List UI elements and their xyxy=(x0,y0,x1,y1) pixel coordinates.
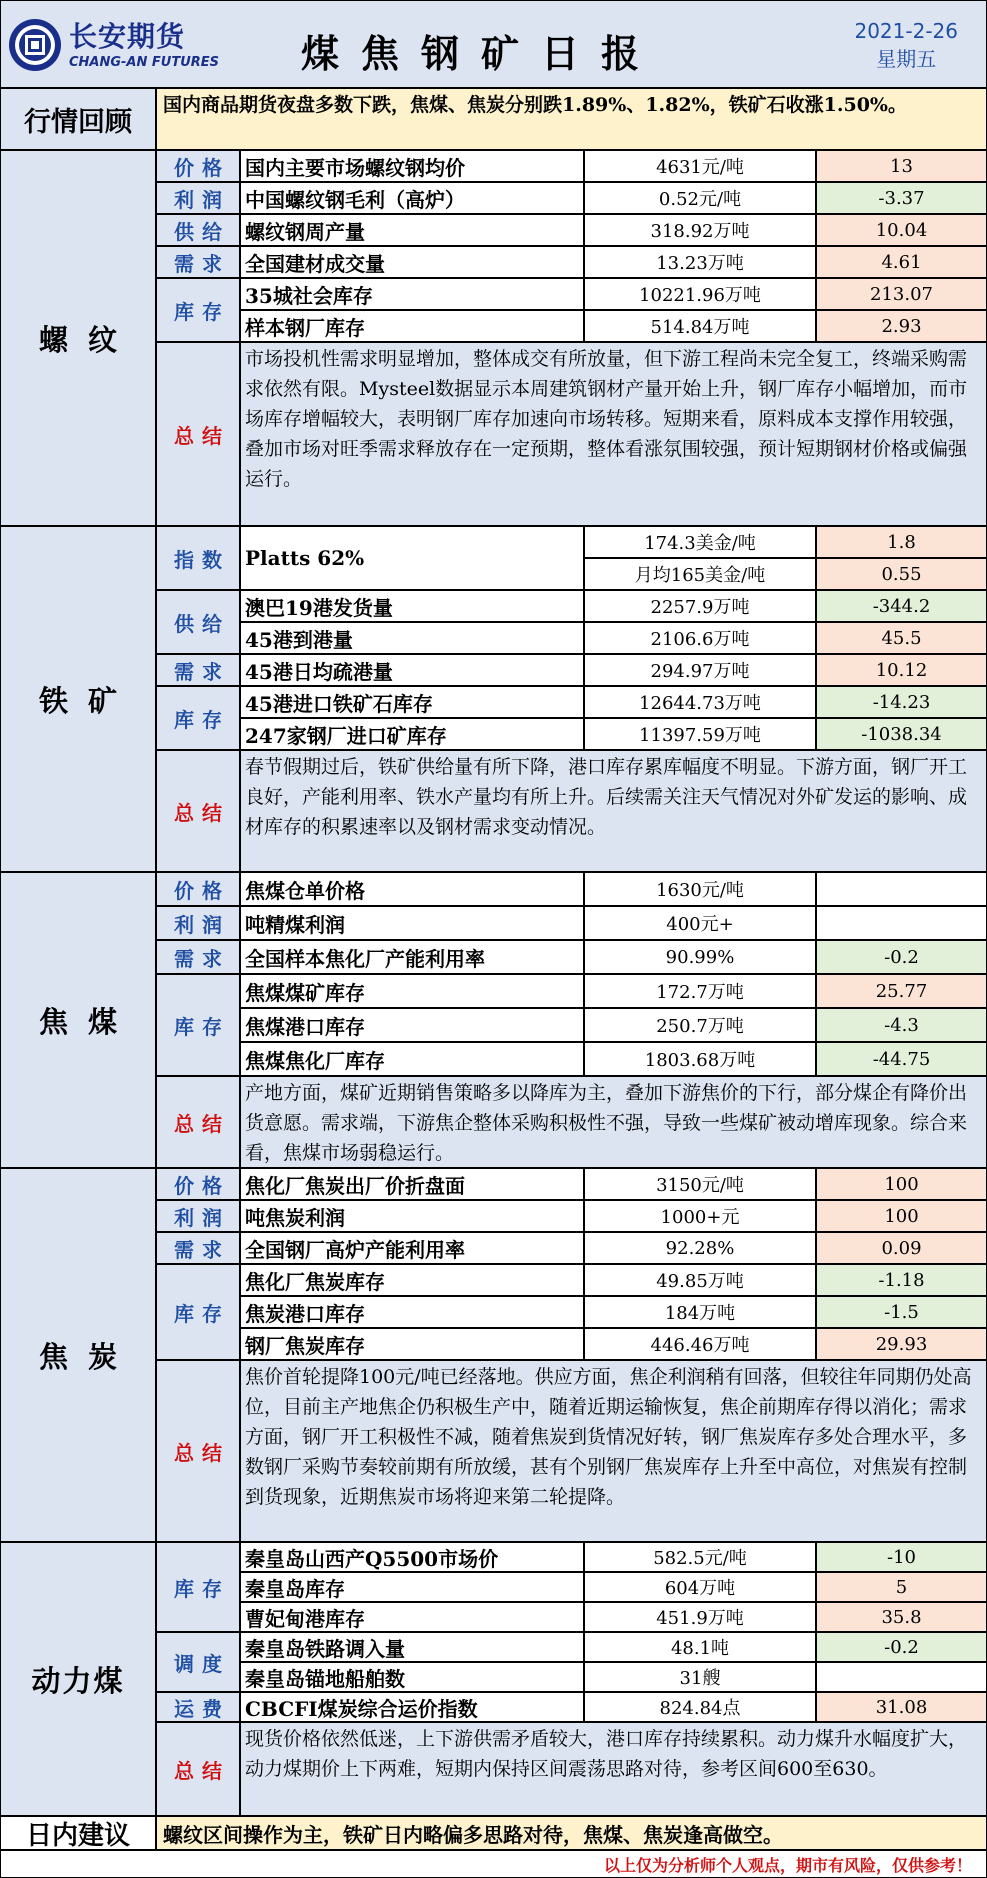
thermal-coal-row-value: 451.9万吨 xyxy=(584,1602,816,1632)
iron-ore-row-change: 1.8 xyxy=(816,526,987,558)
iron-ore-row-name: 247家钢厂进口矿库存 xyxy=(240,718,584,750)
coking-coal-summary-text: 产地方面，煤矿近期销售策略多以降库为主，叠加下游焦价的下行，部分煤企有降价出货意愿。需求端，下游焦企整体采购积极性不强，导致一些煤矿被动增库现象。综合来看，焦煤市场弱稳运行。 xyxy=(240,1076,987,1168)
coking-coal-row-name: 吨精煤利润 xyxy=(240,906,584,940)
section-label-iron-ore: 铁矿 xyxy=(0,526,156,872)
coke-row-name: 全国钢厂高炉产能利用率 xyxy=(240,1232,584,1264)
coking-coal-row-change xyxy=(816,872,987,906)
iron-ore-summary-text: 春节假期过后，铁矿供给量有所下降，港口库存累库幅度不明显。下游方面，钢厂开工良好，产能利用率、铁水产量均有所上升。后续需关注天气情况对外矿发运的影响、成材库存的积累速率以及钢材需求变动情况。 xyxy=(240,750,987,872)
rebar-row-name: 中国螺纹钢毛利（高炉） xyxy=(240,182,584,214)
coking-coal-row-change: -4.3 xyxy=(816,1008,987,1042)
category-price: 价格 xyxy=(156,1168,240,1200)
coking-coal-row-value: 1630元/吨 xyxy=(584,872,816,906)
rebar-row-change: 13 xyxy=(816,150,987,182)
iron-ore-row-value: 12644.73万吨 xyxy=(584,686,816,718)
report-title: 煤焦钢矿日报 xyxy=(300,31,661,76)
iron-ore-row-value: 2106.6万吨 xyxy=(584,622,816,654)
rebar-row-name: 样本钢厂库存 xyxy=(240,310,584,342)
coke-row-value: 446.46万吨 xyxy=(584,1328,816,1360)
rebar-row-value: 0.52元/吨 xyxy=(584,182,816,214)
coke-row-value: 49.85万吨 xyxy=(584,1264,816,1296)
rebar-row-value: 10221.96万吨 xyxy=(584,278,816,310)
thermal-coal-row-change: 35.8 xyxy=(816,1602,987,1632)
thermal-coal-row-value: 604万吨 xyxy=(584,1572,816,1602)
thermal-coal-row-change: 31.08 xyxy=(816,1692,987,1722)
coke-row-change: -1.18 xyxy=(816,1264,987,1296)
report-weekday: 星期五 xyxy=(876,47,937,71)
rebar-row-name: 国内主要市场螺纹钢均价 xyxy=(240,150,584,182)
thermal-coal-row-name: 秦皇岛库存 xyxy=(240,1572,584,1602)
section-label-coking-coal: 焦煤 xyxy=(0,872,156,1168)
iron-ore-row-change: 10.12 xyxy=(816,654,987,686)
coking-coal-row-value: 90.99% xyxy=(584,940,816,974)
coke-row-value: 3150元/吨 xyxy=(584,1168,816,1200)
category-supply: 供给 xyxy=(156,214,240,246)
category-summary: 总结 xyxy=(156,750,240,872)
iron-ore-row-change: -1038.34 xyxy=(816,718,987,750)
category-summary: 总结 xyxy=(156,342,240,526)
thermal-coal-row-name: 秦皇岛锚地船舶数 xyxy=(240,1662,584,1692)
coke-row-name: 焦化厂焦炭库存 xyxy=(240,1264,584,1296)
thermal-coal-row-change: 5 xyxy=(816,1572,987,1602)
section-label-rebar: 螺纹 xyxy=(0,150,156,526)
intraday-advice-label: 日内建议 xyxy=(0,1816,156,1850)
iron-ore-row-name: Platts 62% xyxy=(240,526,584,590)
thermal-coal-row-value: 31艘 xyxy=(584,1662,816,1692)
iron-ore-row-value: 174.3美金/吨 xyxy=(584,526,816,558)
thermal-coal-summary-text: 现货价格依然低迷，上下游供需矛盾较大，港口库存持续累积。动力煤升水幅度扩大，动力煤期价上下两难，短期内保持区间震荡思路对待，参考区间600至630。 xyxy=(240,1722,987,1816)
company-name-cn: 长安期货 xyxy=(69,20,186,53)
coke-row-name: 焦炭港口库存 xyxy=(240,1296,584,1328)
coking-coal-row-change: -44.75 xyxy=(816,1042,987,1076)
intraday-advice-text: 螺纹区间操作为主，铁矿日内略偏多思路对待，焦煤、焦炭逢高做空。 xyxy=(156,1816,987,1850)
coke-row-change: 29.93 xyxy=(816,1328,987,1360)
iron-ore-row-value: 2257.9万吨 xyxy=(584,590,816,622)
category-inventory: 库存 xyxy=(156,1542,240,1632)
thermal-coal-row-name: CBCFI煤炭综合运价指数 xyxy=(240,1692,584,1722)
rebar-summary-text: 市场投机性需求明显增加，整体成交有所放量，但下游工程尚未完全复工，终端采购需求依然有限。Mysteel数据显示本周建筑钢材产量开始上升，钢厂库存小幅增加，而市场库存增幅较大，表明钢厂库存加速向市场转移。短期来看，原料成本支撑作用较强，叠加市场对旺季需求释放存在一定预期，整体看涨氛围较强，预计短期钢材价格或偏强运行。 xyxy=(240,342,987,526)
coke-row-value: 1000+元 xyxy=(584,1200,816,1232)
coke-row-name: 吨焦炭利润 xyxy=(240,1200,584,1232)
thermal-coal-row-change: -0.2 xyxy=(816,1632,987,1662)
rebar-row-name: 35城社会库存 xyxy=(240,278,584,310)
rebar-row-value: 4631元/吨 xyxy=(584,150,816,182)
market-review-text: 国内商品期货夜盘多数下跌，焦煤、焦炭分别跌1.89%、1.82%，铁矿石收涨1.50%。 xyxy=(156,88,987,150)
chang-an-futures-logo-icon xyxy=(7,17,63,73)
section-label-coke: 焦炭 xyxy=(0,1168,156,1542)
rebar-row-value: 318.92万吨 xyxy=(584,214,816,246)
thermal-coal-row-change: -10 xyxy=(816,1542,987,1572)
thermal-coal-row-value: 582.5元/吨 xyxy=(584,1542,816,1572)
category-demand: 需求 xyxy=(156,1232,240,1264)
category-index: 指数 xyxy=(156,526,240,590)
coking-coal-row-name: 焦煤仓单价格 xyxy=(240,872,584,906)
category-demand: 需求 xyxy=(156,940,240,974)
coke-row-change: 0.09 xyxy=(816,1232,987,1264)
rebar-row-name: 螺纹钢周产量 xyxy=(240,214,584,246)
thermal-coal-row-name: 曹妃甸港库存 xyxy=(240,1602,584,1632)
category-supply: 供给 xyxy=(156,590,240,654)
category-inventory: 库存 xyxy=(156,686,240,750)
category-demand: 需求 xyxy=(156,246,240,278)
rebar-row-change: 10.04 xyxy=(816,214,987,246)
coking-coal-row-name: 焦煤煤矿库存 xyxy=(240,974,584,1008)
coking-coal-row-value: 1803.68万吨 xyxy=(584,1042,816,1076)
coking-coal-row-name: 全国样本焦化厂产能利用率 xyxy=(240,940,584,974)
coke-summary-text: 焦价首轮提降100元/吨已经落地。供应方面，焦企利润稍有回落，但较往年同期仍处高位，目前主产地焦企仍积极生产中，随着近期运输恢复，焦企前期库存得以消化；需求方面，钢厂开工积极性不减，随着焦炭到货情况好转，钢厂焦炭库存多处合理水平，多数钢厂采购节奏较前期有所放缓，甚有个别钢厂焦炭库存上升至中高位，对焦炭有控制到货现象，近期焦炭市场将迎来第二轮提降。 xyxy=(240,1360,987,1542)
category-summary: 总结 xyxy=(156,1076,240,1168)
category-price: 价格 xyxy=(156,150,240,182)
coking-coal-row-name: 焦煤港口库存 xyxy=(240,1008,584,1042)
iron-ore-row-change: 45.5 xyxy=(816,622,987,654)
report-date-block xyxy=(854,17,958,73)
rebar-row-change: 2.93 xyxy=(816,310,987,342)
category-freight: 运费 xyxy=(156,1692,240,1722)
thermal-coal-row-value: 48.1吨 xyxy=(584,1632,816,1662)
rebar-row-value: 13.23万吨 xyxy=(584,246,816,278)
rebar-row-change: 4.61 xyxy=(816,246,987,278)
rebar-row-change: 213.07 xyxy=(816,278,987,310)
company-name-en: CHANG-AN FUTURES xyxy=(69,55,220,70)
disclaimer-text: 以上仅为分析师个人观点，期市有风险，仅供参考！ xyxy=(0,1850,987,1878)
category-inventory: 库存 xyxy=(156,974,240,1076)
category-demand: 需求 xyxy=(156,654,240,686)
category-summary: 总结 xyxy=(156,1360,240,1542)
market-review-label: 行情回顾 xyxy=(0,88,156,150)
coking-coal-row-value: 172.7万吨 xyxy=(584,974,816,1008)
iron-ore-row-value: 11397.59万吨 xyxy=(584,718,816,750)
report-date: 2021-2-26 xyxy=(854,19,958,43)
rebar-row-change: -3.37 xyxy=(816,182,987,214)
coking-coal-row-value: 250.7万吨 xyxy=(584,1008,816,1042)
coke-row-value: 92.28% xyxy=(584,1232,816,1264)
coke-row-name: 焦化厂焦炭出厂价折盘面 xyxy=(240,1168,584,1200)
category-inventory: 库存 xyxy=(156,1264,240,1360)
coking-coal-row-value: 400元+ xyxy=(584,906,816,940)
section-label-thermal-coal: 动力煤 xyxy=(0,1542,156,1816)
category-profit: 利润 xyxy=(156,182,240,214)
iron-ore-row-name: 45港到港量 xyxy=(240,622,584,654)
coking-coal-row-change xyxy=(816,906,987,940)
coking-coal-row-change: -0.2 xyxy=(816,940,987,974)
coke-row-change: -1.5 xyxy=(816,1296,987,1328)
iron-ore-row-name: 45港日均疏港量 xyxy=(240,654,584,686)
coke-row-value: 184万吨 xyxy=(584,1296,816,1328)
company-logo xyxy=(7,11,220,79)
iron-ore-row-name: 45港进口铁矿石库存 xyxy=(240,686,584,718)
iron-ore-row-change: -14.23 xyxy=(816,686,987,718)
thermal-coal-row-name: 秦皇岛山西产Q5500市场价 xyxy=(240,1542,584,1572)
thermal-coal-row-name: 秦皇岛铁路调入量 xyxy=(240,1632,584,1662)
category-profit: 利润 xyxy=(156,1200,240,1232)
coking-coal-row-name: 焦煤焦化厂库存 xyxy=(240,1042,584,1076)
iron-ore-row-value: 294.97万吨 xyxy=(584,654,816,686)
rebar-row-name: 全国建材成交量 xyxy=(240,246,584,278)
coking-coal-row-change: 25.77 xyxy=(816,974,987,1008)
iron-ore-row-change: 0.55 xyxy=(816,558,987,590)
iron-ore-row-name: 澳巴19港发货量 xyxy=(240,590,584,622)
coke-row-change: 100 xyxy=(816,1200,987,1232)
coke-row-change: 100 xyxy=(816,1168,987,1200)
iron-ore-row-change: -344.2 xyxy=(816,590,987,622)
rebar-row-value: 514.84万吨 xyxy=(584,310,816,342)
category-profit: 利润 xyxy=(156,906,240,940)
coke-row-name: 钢厂焦炭库存 xyxy=(240,1328,584,1360)
thermal-coal-row-value: 824.84点 xyxy=(584,1692,816,1722)
report-header xyxy=(0,0,987,88)
category-dispatch: 调度 xyxy=(156,1632,240,1692)
iron-ore-row-value: 月均165美金/吨 xyxy=(584,558,816,590)
category-price: 价格 xyxy=(156,872,240,906)
category-inventory: 库存 xyxy=(156,278,240,342)
category-summary: 总结 xyxy=(156,1722,240,1816)
thermal-coal-row-change xyxy=(816,1662,987,1692)
